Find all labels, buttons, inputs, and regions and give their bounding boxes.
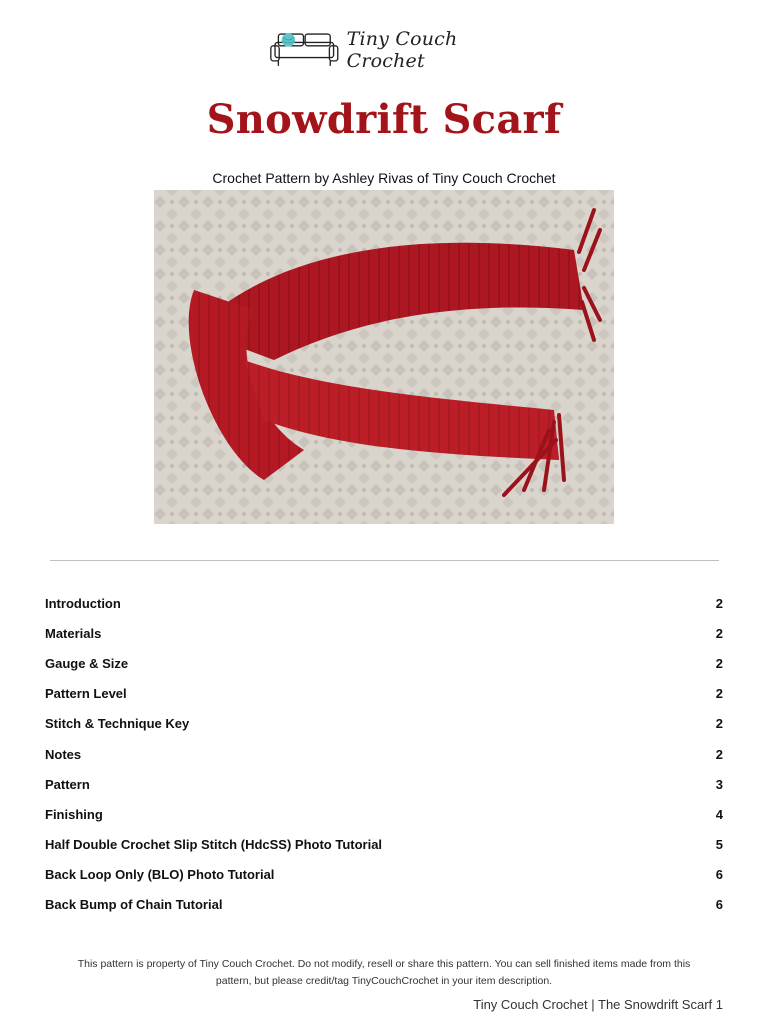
table-of-contents [45, 588, 723, 920]
toc-label: Notes [45, 746, 82, 762]
toc-row[interactable] [45, 769, 723, 799]
toc-row[interactable] [45, 799, 723, 829]
red-scarf-photo [154, 190, 614, 524]
copyright-note-line: pattern, but please credit/tag TinyCouchCrochet in your item description. [215, 975, 553, 987]
toc-page: 4 [715, 806, 723, 822]
toc-row[interactable] [45, 588, 723, 618]
toc-row[interactable] [45, 890, 723, 920]
toc-page: 6 [715, 897, 723, 913]
toc-page: 2 [715, 595, 723, 611]
toc-page: 2 [715, 716, 723, 732]
toc-row[interactable] [45, 679, 723, 709]
toc-page: 6 [715, 867, 723, 883]
page-footer: Tiny Couch Crochet | The Snowdrift Scarf 1 [473, 997, 723, 1012]
toc-label: Half Double Crochet Slip Stitch (HdcSS) Photo Tutorial [45, 837, 383, 853]
toc-page: 2 [715, 625, 723, 641]
toc-page: 3 [715, 776, 723, 792]
toc-page: 2 [715, 686, 723, 702]
toc-row[interactable] [45, 830, 723, 860]
toc-label: Pattern Level [45, 686, 127, 702]
toc-page: 5 [715, 837, 723, 853]
toc-label: Stitch & Technique Key [45, 716, 190, 732]
toc-row[interactable] [45, 709, 723, 739]
toc-row[interactable] [45, 618, 723, 648]
brand-logo [270, 26, 510, 74]
toc-label: Materials [45, 625, 102, 641]
toc-label: Back Bump of Chain Tutorial [45, 897, 223, 913]
toc-label: Introduction [45, 595, 121, 611]
toc-label: Pattern [45, 776, 90, 792]
toc-label: Back Loop Only (BLO) Photo Tutorial [45, 867, 275, 883]
toc-page: 2 [715, 746, 723, 762]
toc-page: 2 [715, 655, 723, 671]
toc-row[interactable] [45, 648, 723, 678]
brand-name: Tiny Couch Crochet [346, 28, 458, 72]
section-divider [50, 560, 719, 561]
document-title: Snowdrift Scarf [206, 96, 562, 143]
toc-row[interactable] [45, 860, 723, 890]
toc-label: Finishing [45, 806, 103, 822]
copyright-note [40, 956, 728, 990]
toc-label: Gauge & Size [45, 655, 129, 671]
copyright-note-line: This pattern is property of Tiny Couch Crochet. Do not modify, resell or share this pattern. You can sell finished items made from this [77, 958, 691, 970]
document-subtitle: Crochet Pattern by Ashley Rivas of Tiny Couch Crochet [212, 170, 556, 186]
couch-icon [270, 27, 339, 73]
toc-row[interactable] [45, 739, 723, 769]
